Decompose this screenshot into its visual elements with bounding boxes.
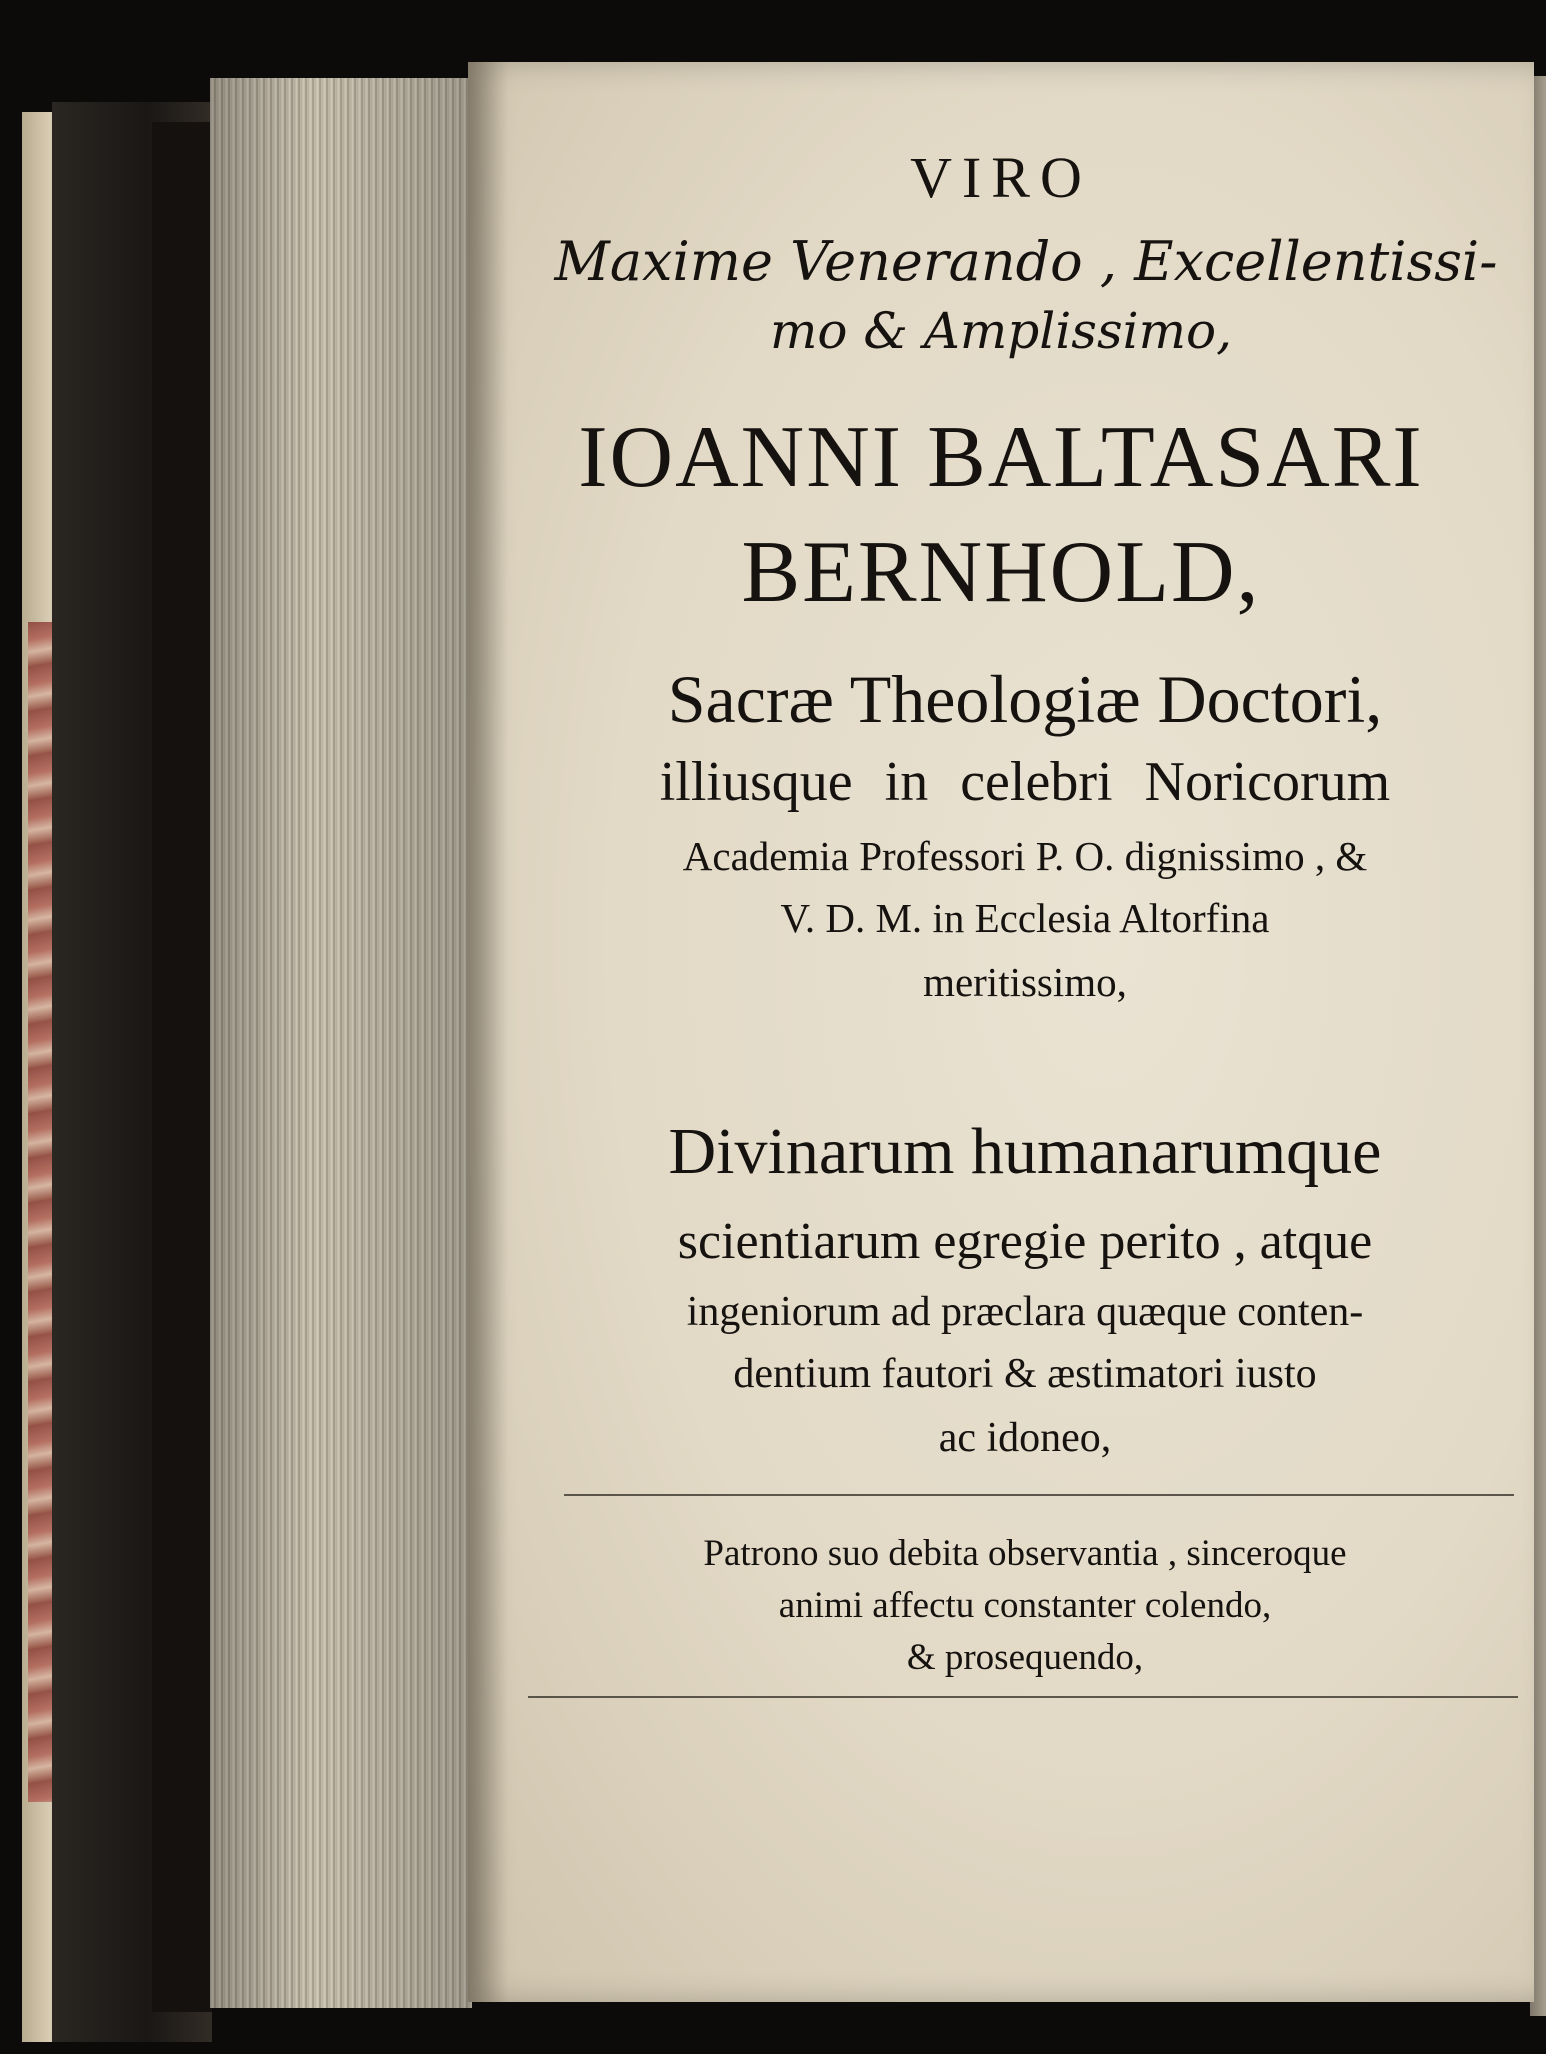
dedication-page (468, 62, 1534, 2002)
dedication-line-scientiarum: scientiarum egregie perito , atque (677, 1213, 1373, 1270)
book-board-inner (152, 122, 212, 2012)
dedication-line-dentium: dentium fautori & æstimatori iusto (733, 1351, 1317, 1397)
dedication-line-prosequendo: & prosequendo, (906, 1637, 1144, 1678)
separator-rule-top (564, 1494, 1514, 1496)
dedication-line-academia: Academia Professori P. O. dignissimo , & (682, 833, 1368, 879)
dedication-line-surname: BERNHOLD, (741, 524, 1261, 621)
dedication-line-amplissimo: mo & Amplissimo, (769, 302, 1233, 360)
dedication-line-ecclesia: V. D. M. in Ecclesia Altorfina (780, 895, 1270, 941)
page-edges-shadow (210, 78, 472, 2008)
dedication-line-maxime: Maxime Venerando , Excellentissi- (554, 230, 1498, 293)
separator-rule-bottom (528, 1696, 1518, 1698)
dedication-line-animi: animi affectu constanter colendo, (778, 1585, 1272, 1626)
dedication-line-viro: VIRO (910, 145, 1092, 210)
book (22, 62, 1542, 2042)
dedication-line-doctori: Sacræ Theologiæ Doctori, (667, 661, 1383, 737)
dedication-line-meritissimo: meritissimo, (923, 959, 1127, 1005)
dedication-line-ingeniorum: ingeniorum ad præclara quæque conten- (686, 1289, 1364, 1335)
dedication-line-divinarum: Divinarum humanarumque (668, 1115, 1382, 1188)
dedication-line-name: IOANNI BALTASARI (578, 409, 1424, 506)
dedication-line-idoneo: ac idoneo, (938, 1415, 1112, 1461)
dedication-line-noricorum: illiusque in celebri Noricorum (659, 751, 1391, 813)
dedication-line-patrono: Patrono suo debita observantia , sinceroque (703, 1533, 1347, 1574)
